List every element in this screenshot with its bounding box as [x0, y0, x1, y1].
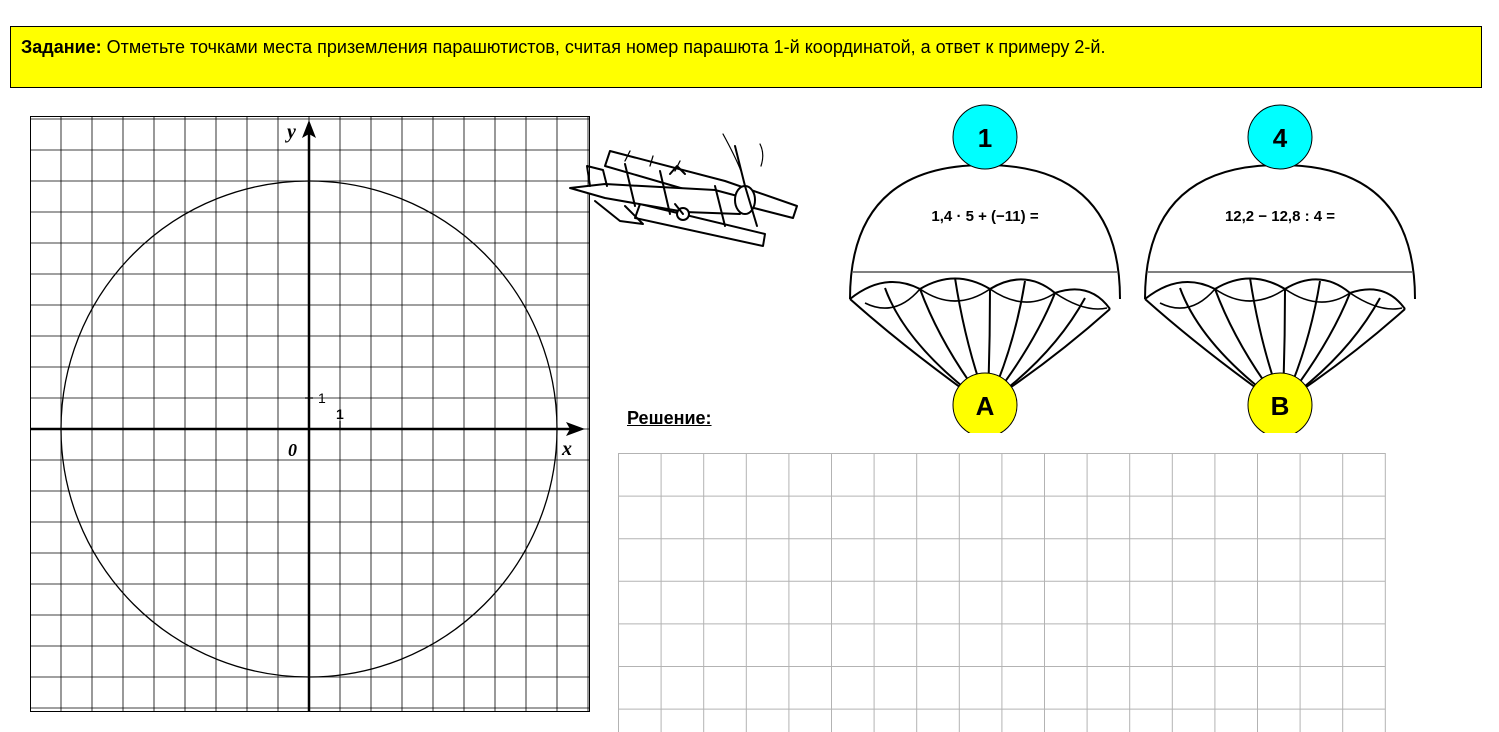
unit-x-label: 1	[336, 406, 344, 422]
parachute-expression: 1,4 · 5 + (−11) =	[931, 208, 1039, 225]
coordinate-plane	[30, 116, 590, 712]
task-label: Задание:	[21, 37, 102, 57]
canopy-dome	[1145, 165, 1415, 299]
canopy-dome	[850, 165, 1120, 299]
origin-label: 0	[288, 440, 297, 460]
task-text: Отметьте точками места приземления парашютистов, считая номер парашюта 1-й координатой, а ответ к примеру 2-й.	[101, 37, 1106, 57]
parachute-1	[845, 103, 1125, 433]
solution-grid	[618, 453, 1388, 732]
parachute-number: 1	[977, 123, 993, 153]
task-box	[10, 26, 1482, 88]
parachute-expression: 12,2 − 12,8 : 4 =	[1224, 208, 1336, 225]
y-axis-label: y	[287, 121, 296, 143]
canopy-panels	[1145, 279, 1405, 310]
airplane-icon	[565, 126, 815, 251]
parachute-letter: A	[975, 391, 995, 421]
x-axis-label: x	[562, 438, 572, 460]
unit-y-label: 1	[318, 390, 326, 406]
parachute-number: 4	[1272, 123, 1288, 153]
parachute-4	[1140, 103, 1420, 433]
parachute-letter: B	[1270, 391, 1290, 421]
solution-title: Решение:	[627, 408, 712, 428]
canopy-panels	[850, 279, 1110, 310]
